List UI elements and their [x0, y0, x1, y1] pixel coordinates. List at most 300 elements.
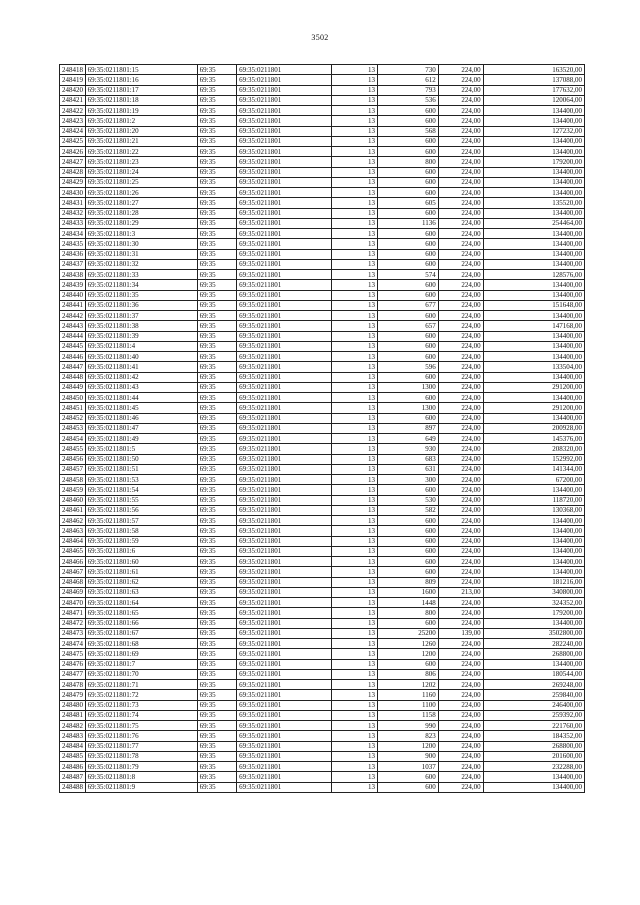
cadastral-block-cell: 69:35:0211801 [237, 280, 332, 290]
rate-cell: 224,00 [438, 710, 483, 720]
cadastral-number-cell: 69:35:0211801:41 [85, 362, 197, 372]
total-value-cell: 259840,00 [483, 690, 584, 700]
area-cell: 530 [377, 495, 438, 505]
table-row [60, 157, 585, 167]
cadastral-number-cell: 69:35:0211801:17 [85, 85, 197, 95]
cadastral-block-cell: 69:35:0211801 [237, 300, 332, 310]
area-cell: 612 [377, 75, 438, 85]
region-code-cell: 69:35 [197, 680, 236, 690]
area-cell: 600 [377, 290, 438, 300]
total-value-cell: 141344,00 [483, 464, 584, 474]
cadastral-number-cell: 69:35:0211801:56 [85, 505, 197, 515]
cadastral-block-cell: 69:35:0211801 [237, 382, 332, 392]
cadastral-number-cell: 69:35:0211801:30 [85, 239, 197, 249]
cadastral-block-cell: 69:35:0211801 [237, 167, 332, 177]
total-value-cell: 134400,00 [483, 341, 584, 351]
table-row [60, 700, 585, 710]
cadastral-number-cell: 69:35:0211801:54 [85, 485, 197, 495]
cadastral-number-cell: 69:35:0211801:45 [85, 403, 197, 413]
category-cell: 13 [332, 659, 378, 669]
area-cell: 600 [377, 208, 438, 218]
table-row [60, 710, 585, 720]
rate-cell: 139,00 [438, 628, 483, 638]
total-value-cell: 134400,00 [483, 557, 584, 567]
area-cell: 1202 [377, 680, 438, 690]
table-row [60, 772, 585, 782]
cadastral-block-cell: 69:35:0211801 [237, 485, 332, 495]
total-value-cell: 282240,00 [483, 639, 584, 649]
area-cell: 990 [377, 721, 438, 731]
record-id-cell: 248418 [60, 65, 86, 75]
region-code-cell: 69:35 [197, 321, 236, 331]
record-id-cell: 248482 [60, 721, 86, 731]
record-id-cell: 248437 [60, 259, 86, 269]
category-cell: 13 [332, 331, 378, 341]
table-row [60, 628, 585, 638]
rate-cell: 224,00 [438, 116, 483, 126]
record-id-cell: 248479 [60, 690, 86, 700]
table-row [60, 259, 585, 269]
cadastral-block-cell: 69:35:0211801 [237, 690, 332, 700]
total-value-cell: 134400,00 [483, 659, 584, 669]
category-cell: 13 [332, 721, 378, 731]
area-cell: 1160 [377, 690, 438, 700]
rate-cell: 224,00 [438, 331, 483, 341]
cadastral-block-cell: 69:35:0211801 [237, 321, 332, 331]
cadastral-block-cell: 69:35:0211801 [237, 352, 332, 362]
rate-cell: 224,00 [438, 280, 483, 290]
rate-cell: 224,00 [438, 659, 483, 669]
category-cell: 13 [332, 126, 378, 136]
region-code-cell: 69:35 [197, 65, 236, 75]
category-cell: 13 [332, 475, 378, 485]
cadastral-number-cell: 69:35:0211801:60 [85, 557, 197, 567]
total-value-cell: 181216,00 [483, 577, 584, 587]
category-cell: 13 [332, 587, 378, 597]
category-cell: 13 [332, 454, 378, 464]
rate-cell: 224,00 [438, 311, 483, 321]
category-cell: 13 [332, 751, 378, 761]
total-value-cell: 134400,00 [483, 331, 584, 341]
region-code-cell: 69:35 [197, 229, 236, 239]
cadastral-number-cell: 69:35:0211801:5 [85, 444, 197, 454]
region-code-cell: 69:35 [197, 577, 236, 587]
cadastral-block-cell: 69:35:0211801 [237, 444, 332, 454]
record-id-cell: 248452 [60, 413, 86, 423]
table-row [60, 229, 585, 239]
cadastral-number-cell: 69:35:0211801:75 [85, 721, 197, 731]
record-id-cell: 248438 [60, 270, 86, 280]
region-code-cell: 69:35 [197, 239, 236, 249]
category-cell: 13 [332, 341, 378, 351]
rate-cell: 224,00 [438, 218, 483, 228]
rate-cell: 224,00 [438, 423, 483, 433]
region-code-cell: 69:35 [197, 403, 236, 413]
table-row [60, 75, 585, 85]
table-row [60, 557, 585, 567]
cadastral-number-cell: 69:35:0211801:29 [85, 218, 197, 228]
record-id-cell: 248434 [60, 229, 86, 239]
rate-cell: 224,00 [438, 495, 483, 505]
area-cell: 600 [377, 352, 438, 362]
cadastral-number-cell: 69:35:0211801:51 [85, 464, 197, 474]
total-value-cell: 208320,00 [483, 444, 584, 454]
area-cell: 806 [377, 669, 438, 679]
total-value-cell: 340800,00 [483, 587, 584, 597]
cadastral-block-cell: 69:35:0211801 [237, 188, 332, 198]
region-code-cell: 69:35 [197, 690, 236, 700]
region-code-cell: 69:35 [197, 567, 236, 577]
category-cell: 13 [332, 116, 378, 126]
total-value-cell: 134400,00 [483, 311, 584, 321]
category-cell: 13 [332, 741, 378, 751]
rate-cell: 224,00 [438, 505, 483, 515]
cadastral-number-cell: 69:35:0211801:7 [85, 659, 197, 669]
record-id-cell: 248444 [60, 331, 86, 341]
category-cell: 13 [332, 434, 378, 444]
rate-cell: 224,00 [438, 372, 483, 382]
category-cell: 13 [332, 649, 378, 659]
cadastral-block-cell: 69:35:0211801 [237, 710, 332, 720]
rate-cell: 224,00 [438, 434, 483, 444]
category-cell: 13 [332, 177, 378, 187]
area-cell: 600 [377, 546, 438, 556]
table-row [60, 598, 585, 608]
table-row [60, 516, 585, 526]
region-code-cell: 69:35 [197, 290, 236, 300]
cadastral-block-cell: 69:35:0211801 [237, 762, 332, 772]
total-value-cell: 201600,00 [483, 751, 584, 761]
category-cell: 13 [332, 208, 378, 218]
cadastral-block-cell: 69:35:0211801 [237, 239, 332, 249]
table-row [60, 300, 585, 310]
area-cell: 600 [377, 116, 438, 126]
table-row [60, 167, 585, 177]
table-row [60, 249, 585, 259]
cadastral-number-cell: 69:35:0211801:15 [85, 65, 197, 75]
area-cell: 600 [377, 106, 438, 116]
region-code-cell: 69:35 [197, 393, 236, 403]
region-code-cell: 69:35 [197, 475, 236, 485]
record-id-cell: 248441 [60, 300, 86, 310]
record-id-cell: 248453 [60, 423, 86, 433]
table-row [60, 208, 585, 218]
area-cell: 793 [377, 85, 438, 95]
rate-cell: 224,00 [438, 721, 483, 731]
category-cell: 13 [332, 239, 378, 249]
region-code-cell: 69:35 [197, 710, 236, 720]
cadastral-block-cell: 69:35:0211801 [237, 680, 332, 690]
record-id-cell: 248458 [60, 475, 86, 485]
total-value-cell: 134400,00 [483, 229, 584, 239]
total-value-cell: 134400,00 [483, 618, 584, 628]
category-cell: 13 [332, 85, 378, 95]
total-value-cell: 134400,00 [483, 516, 584, 526]
area-cell: 536 [377, 95, 438, 105]
cadastral-block-cell: 69:35:0211801 [237, 751, 332, 761]
category-cell: 13 [332, 372, 378, 382]
record-id-cell: 248425 [60, 136, 86, 146]
total-value-cell: 152992,00 [483, 454, 584, 464]
record-id-cell: 248467 [60, 567, 86, 577]
area-cell: 631 [377, 464, 438, 474]
region-code-cell: 69:35 [197, 721, 236, 731]
rate-cell: 224,00 [438, 300, 483, 310]
category-cell: 13 [332, 505, 378, 515]
region-code-cell: 69:35 [197, 557, 236, 567]
record-id-cell: 248436 [60, 249, 86, 259]
table-row [60, 311, 585, 321]
record-id-cell: 248471 [60, 608, 86, 618]
rate-cell: 224,00 [438, 731, 483, 741]
rate-cell: 224,00 [438, 475, 483, 485]
total-value-cell: 134400,00 [483, 536, 584, 546]
cadastral-block-cell: 69:35:0211801 [237, 311, 332, 321]
cadastral-number-cell: 69:35:0211801:21 [85, 136, 197, 146]
category-cell: 13 [332, 516, 378, 526]
cadastral-block-cell: 69:35:0211801 [237, 95, 332, 105]
total-value-cell: 134400,00 [483, 259, 584, 269]
region-code-cell: 69:35 [197, 270, 236, 280]
record-id-cell: 248457 [60, 464, 86, 474]
region-code-cell: 69:35 [197, 762, 236, 772]
category-cell: 13 [332, 290, 378, 300]
rate-cell: 224,00 [438, 516, 483, 526]
record-id-cell: 248430 [60, 188, 86, 198]
area-cell: 600 [377, 136, 438, 146]
total-value-cell: 134400,00 [483, 413, 584, 423]
area-cell: 600 [377, 413, 438, 423]
table-row [60, 485, 585, 495]
cadastral-number-cell: 69:35:0211801:3 [85, 229, 197, 239]
table-row [60, 188, 585, 198]
rate-cell: 224,00 [438, 639, 483, 649]
rate-cell: 224,00 [438, 208, 483, 218]
total-value-cell: 3502800,00 [483, 628, 584, 638]
rate-cell: 224,00 [438, 762, 483, 772]
cadastral-table [59, 64, 585, 793]
category-cell: 13 [332, 669, 378, 679]
area-cell: 600 [377, 177, 438, 187]
area-cell: 1136 [377, 218, 438, 228]
table-row [60, 782, 585, 792]
cadastral-number-cell: 69:35:0211801:4 [85, 341, 197, 351]
rate-cell: 224,00 [438, 536, 483, 546]
rate-cell: 224,00 [438, 413, 483, 423]
rate-cell: 224,00 [438, 249, 483, 259]
record-id-cell: 248432 [60, 208, 86, 218]
table-row [60, 126, 585, 136]
record-id-cell: 248455 [60, 444, 86, 454]
area-cell: 1600 [377, 587, 438, 597]
category-cell: 13 [332, 403, 378, 413]
rate-cell: 224,00 [438, 546, 483, 556]
table-row [60, 331, 585, 341]
rate-cell: 224,00 [438, 577, 483, 587]
record-id-cell: 248443 [60, 321, 86, 331]
area-cell: 600 [377, 526, 438, 536]
region-code-cell: 69:35 [197, 372, 236, 382]
rate-cell: 224,00 [438, 382, 483, 392]
record-id-cell: 248483 [60, 731, 86, 741]
cadastral-number-cell: 69:35:0211801:8 [85, 772, 197, 782]
category-cell: 13 [332, 188, 378, 198]
area-cell: 25200 [377, 628, 438, 638]
cadastral-number-cell: 69:35:0211801:19 [85, 106, 197, 116]
cadastral-number-cell: 69:35:0211801:79 [85, 762, 197, 772]
category-cell: 13 [332, 710, 378, 720]
cadastral-block-cell: 69:35:0211801 [237, 136, 332, 146]
table-row [60, 721, 585, 731]
region-code-cell: 69:35 [197, 331, 236, 341]
table-row [60, 434, 585, 444]
category-cell: 13 [332, 618, 378, 628]
cadastral-number-cell: 69:35:0211801:71 [85, 680, 197, 690]
total-value-cell: 134400,00 [483, 393, 584, 403]
record-id-cell: 248442 [60, 311, 86, 321]
table-row [60, 177, 585, 187]
table-row [60, 608, 585, 618]
area-cell: 600 [377, 147, 438, 157]
rate-cell: 224,00 [438, 464, 483, 474]
category-cell: 13 [332, 382, 378, 392]
table-row [60, 690, 585, 700]
category-cell: 13 [332, 485, 378, 495]
area-cell: 600 [377, 341, 438, 351]
area-cell: 600 [377, 280, 438, 290]
cadastral-block-cell: 69:35:0211801 [237, 249, 332, 259]
region-code-cell: 69:35 [197, 85, 236, 95]
area-cell: 600 [377, 249, 438, 259]
rate-cell: 224,00 [438, 618, 483, 628]
table-row [60, 372, 585, 382]
total-value-cell: 254464,00 [483, 218, 584, 228]
category-cell: 13 [332, 444, 378, 454]
region-code-cell: 69:35 [197, 75, 236, 85]
record-id-cell: 248426 [60, 147, 86, 157]
region-code-cell: 69:35 [197, 608, 236, 618]
table-row [60, 65, 585, 75]
category-cell: 13 [332, 218, 378, 228]
category-cell: 13 [332, 106, 378, 116]
table-row [60, 280, 585, 290]
cadastral-block-cell: 69:35:0211801 [237, 495, 332, 505]
total-value-cell: 134400,00 [483, 116, 584, 126]
cadastral-block-cell: 69:35:0211801 [237, 639, 332, 649]
cadastral-block-cell: 69:35:0211801 [237, 587, 332, 597]
category-cell: 13 [332, 65, 378, 75]
total-value-cell: 134400,00 [483, 352, 584, 362]
rate-cell: 213,00 [438, 587, 483, 597]
category-cell: 13 [332, 567, 378, 577]
area-cell: 809 [377, 577, 438, 587]
cadastral-number-cell: 69:35:0211801:2 [85, 116, 197, 126]
region-code-cell: 69:35 [197, 95, 236, 105]
region-code-cell: 69:35 [197, 546, 236, 556]
area-cell: 823 [377, 731, 438, 741]
table-row [60, 423, 585, 433]
cadastral-block-cell: 69:35:0211801 [237, 198, 332, 208]
table-row [60, 577, 585, 587]
area-cell: 683 [377, 454, 438, 464]
total-value-cell: 67200,00 [483, 475, 584, 485]
area-cell: 300 [377, 475, 438, 485]
table-row [60, 341, 585, 351]
total-value-cell: 134400,00 [483, 167, 584, 177]
category-cell: 13 [332, 598, 378, 608]
region-code-cell: 69:35 [197, 587, 236, 597]
cadastral-block-cell: 69:35:0211801 [237, 577, 332, 587]
total-value-cell: 134400,00 [483, 782, 584, 792]
record-id-cell: 248469 [60, 587, 86, 597]
table-row [60, 464, 585, 474]
cadastral-block-cell: 69:35:0211801 [237, 434, 332, 444]
table-row [60, 669, 585, 679]
table-row [60, 290, 585, 300]
cadastral-block-cell: 69:35:0211801 [237, 270, 332, 280]
cadastral-number-cell: 69:35:0211801:67 [85, 628, 197, 638]
total-value-cell: 134400,00 [483, 546, 584, 556]
category-cell: 13 [332, 772, 378, 782]
cadastral-number-cell: 69:35:0211801:33 [85, 270, 197, 280]
region-code-cell: 69:35 [197, 300, 236, 310]
area-cell: 1300 [377, 403, 438, 413]
cadastral-block-cell: 69:35:0211801 [237, 116, 332, 126]
cadastral-block-cell: 69:35:0211801 [237, 608, 332, 618]
total-value-cell: 268800,00 [483, 741, 584, 751]
region-code-cell: 69:35 [197, 423, 236, 433]
table-row [60, 106, 585, 116]
total-value-cell: 268800,00 [483, 649, 584, 659]
record-id-cell: 248427 [60, 157, 86, 167]
area-cell: 649 [377, 434, 438, 444]
category-cell: 13 [332, 423, 378, 433]
rate-cell: 224,00 [438, 772, 483, 782]
region-code-cell: 69:35 [197, 341, 236, 351]
table-row [60, 587, 585, 597]
cadastral-number-cell: 69:35:0211801:38 [85, 321, 197, 331]
cadastral-block-cell: 69:35:0211801 [237, 362, 332, 372]
cadastral-block-cell: 69:35:0211801 [237, 505, 332, 515]
region-code-cell: 69:35 [197, 700, 236, 710]
rate-cell: 224,00 [438, 106, 483, 116]
region-code-cell: 69:35 [197, 639, 236, 649]
record-id-cell: 248421 [60, 95, 86, 105]
record-id-cell: 248484 [60, 741, 86, 751]
cadastral-number-cell: 69:35:0211801:42 [85, 372, 197, 382]
cadastral-number-cell: 69:35:0211801:61 [85, 567, 197, 577]
area-cell: 1158 [377, 710, 438, 720]
category-cell: 13 [332, 628, 378, 638]
total-value-cell: 118720,00 [483, 495, 584, 505]
region-code-cell: 69:35 [197, 352, 236, 362]
table-row [60, 403, 585, 413]
rate-cell: 224,00 [438, 147, 483, 157]
cadastral-number-cell: 69:35:0211801:39 [85, 331, 197, 341]
cadastral-number-cell: 69:35:0211801:50 [85, 454, 197, 464]
total-value-cell: 134400,00 [483, 567, 584, 577]
rate-cell: 224,00 [438, 95, 483, 105]
area-cell: 900 [377, 751, 438, 761]
total-value-cell: 221760,00 [483, 721, 584, 731]
record-id-cell: 248474 [60, 639, 86, 649]
table-row [60, 352, 585, 362]
region-code-cell: 69:35 [197, 516, 236, 526]
category-cell: 13 [332, 280, 378, 290]
cadastral-block-cell: 69:35:0211801 [237, 147, 332, 157]
rate-cell: 224,00 [438, 157, 483, 167]
cadastral-number-cell: 69:35:0211801:69 [85, 649, 197, 659]
